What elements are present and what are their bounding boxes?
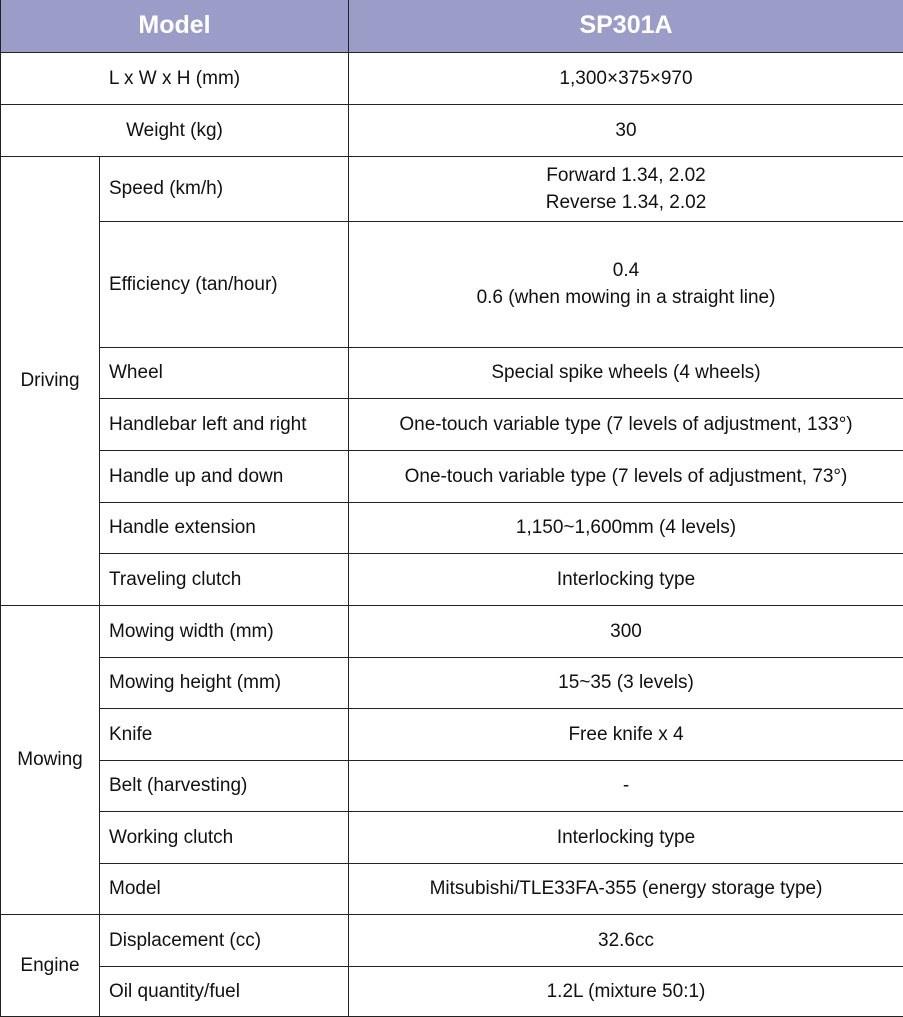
row-value: Interlocking type (349, 553, 903, 605)
row-label: Traveling clutch (100, 553, 349, 605)
row-label: Oil quantity/fuel (100, 966, 349, 1016)
header-model: Model (1, 0, 349, 52)
row-value: 15~35 (3 levels) (349, 657, 903, 708)
table-row (1, 502, 903, 553)
row-value: Interlocking type (349, 811, 903, 863)
table-row (1, 966, 903, 1016)
group-engine: Engine (1, 914, 100, 1016)
row-value: 1,150~1,600mm (4 levels) (349, 502, 903, 553)
row-value: 32.6cc (349, 914, 903, 966)
row-value: One-touch variable type (7 levels of adjustment, 73°) (349, 450, 903, 502)
table-row (1, 52, 903, 104)
row-value: 1,300×375×970 (349, 52, 903, 104)
row-value (349, 156, 903, 221)
value-line: Forward 1.34, 2.02 (357, 162, 895, 189)
table-row (1, 760, 903, 811)
row-label: Displacement (cc) (100, 914, 349, 966)
row-value: 30 (349, 104, 903, 156)
value-line: Reverse 1.34, 2.02 (357, 189, 895, 216)
row-value: Special spike wheels (4 wheels) (349, 347, 903, 398)
table-row (1, 914, 903, 966)
table-row (1, 657, 903, 708)
header-row (1, 0, 903, 52)
table-row (1, 347, 903, 398)
row-label: Handle up and down (100, 450, 349, 502)
table-row (1, 450, 903, 502)
row-label: Wheel (100, 347, 349, 398)
table-row (1, 104, 903, 156)
table-row (1, 708, 903, 760)
group-mowing: Mowing (1, 605, 100, 914)
table-row (1, 398, 903, 450)
table-row (1, 221, 903, 347)
row-label: Model (100, 863, 349, 914)
row-label: Weight (kg) (1, 104, 349, 156)
row-label: Working clutch (100, 811, 349, 863)
row-value: Mitsubishi/TLE33FA-355 (energy storage type) (349, 863, 903, 914)
table-row (1, 553, 903, 605)
row-label: Belt (harvesting) (100, 760, 349, 811)
row-value: One-touch variable type (7 levels of adjustment, 133°) (349, 398, 903, 450)
row-label: Handlebar left and right (100, 398, 349, 450)
row-value: - (349, 760, 903, 811)
row-label: Knife (100, 708, 349, 760)
row-label: Handle extension (100, 502, 349, 553)
table-row (1, 811, 903, 863)
header-model-name: SP301A (349, 0, 903, 52)
row-label: L x W x H (mm) (1, 52, 349, 104)
group-driving: Driving (1, 156, 100, 605)
row-value: Free knife x 4 (349, 708, 903, 760)
row-label: Speed (km/h) (100, 156, 349, 221)
row-value: 1.2L (mixture 50:1) (349, 966, 903, 1016)
row-label: Mowing height (mm) (100, 657, 349, 708)
value-line: 0.4 (357, 257, 895, 284)
row-value: 300 (349, 605, 903, 657)
row-label: Mowing width (mm) (100, 605, 349, 657)
table-row (1, 863, 903, 914)
row-label: Efficiency (tan/hour) (100, 221, 349, 347)
row-value (349, 221, 903, 347)
table-row (1, 156, 903, 221)
value-line: 0.6 (when mowing in a straight line) (357, 284, 895, 311)
table-row (1, 605, 903, 657)
